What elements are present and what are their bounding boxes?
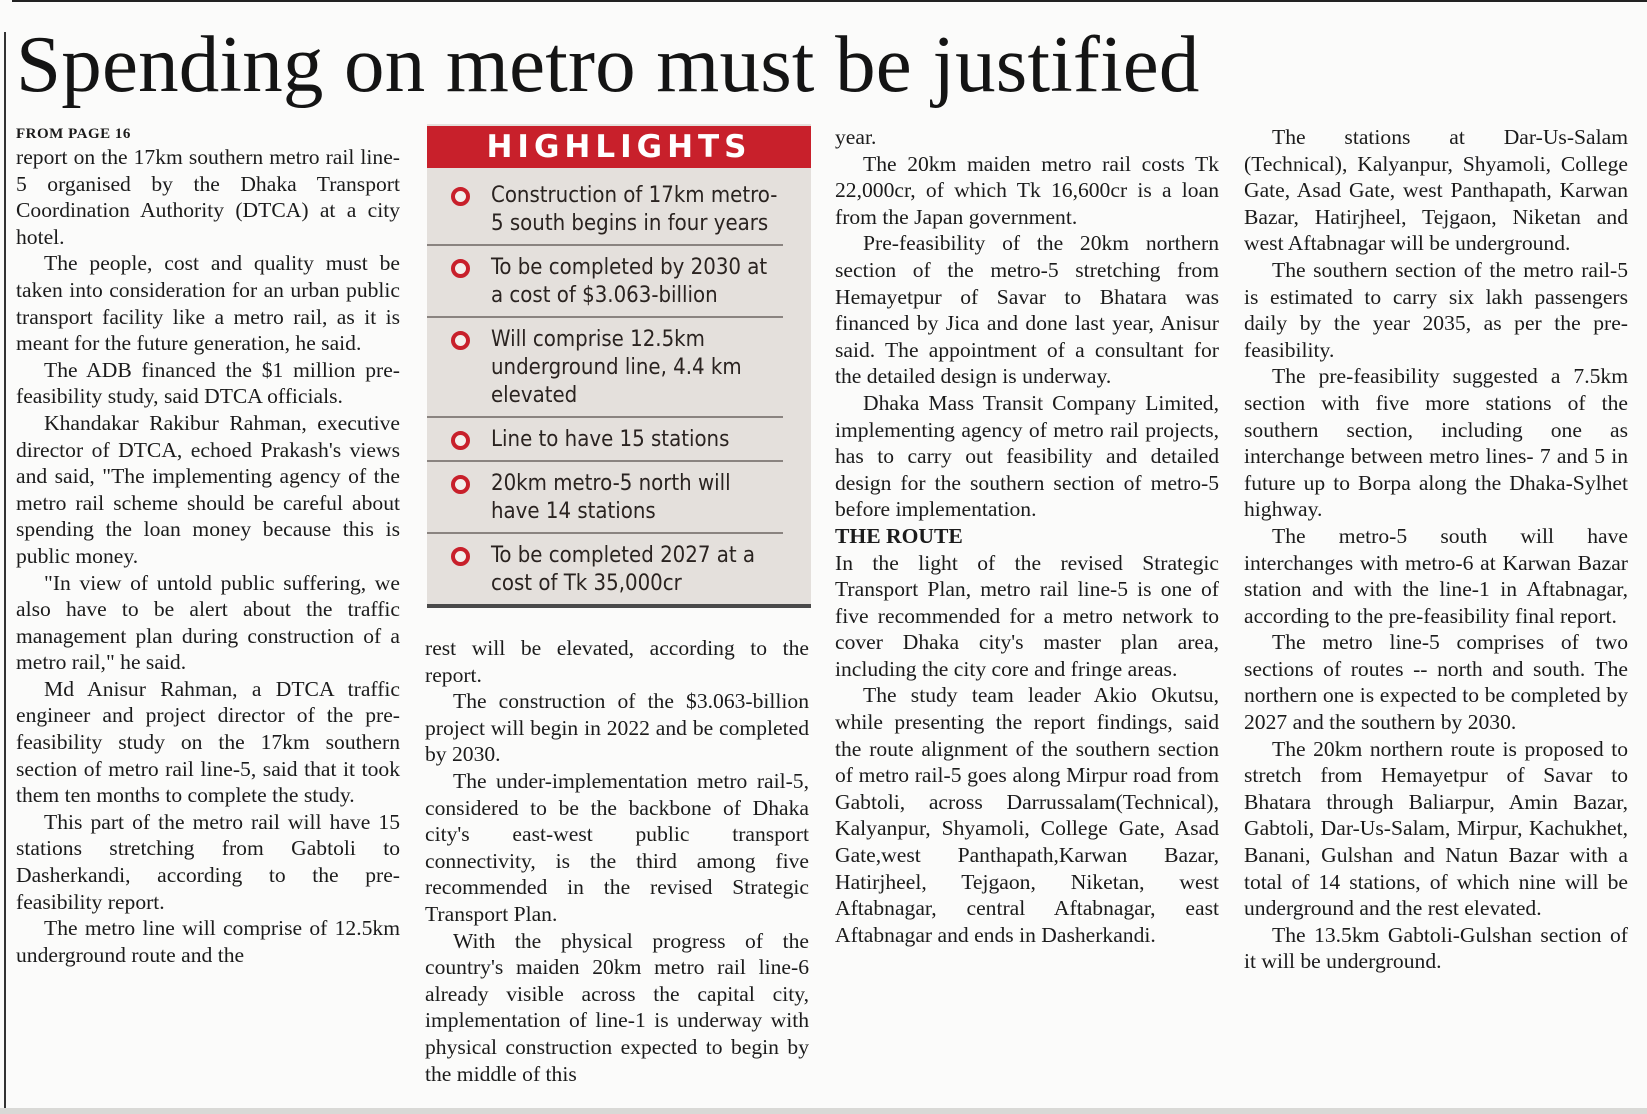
bullet-ring-icon xyxy=(451,187,470,206)
top-rule xyxy=(12,0,1647,2)
paragraph: "In view of untold public suffering, we also have to be alert about the traffic management plan during construction of a metro rail," he said. xyxy=(16,570,400,675)
highlight-text: To be completed 2027 at a cost of Tk 35,000cr xyxy=(491,543,756,596)
paragraph: Dhaka Mass Transit Company Limited, implementing agency of metro rail projects, has to carry out feasibility and detailed design for the southern section of metro-5 before implementation. xyxy=(835,390,1219,522)
highlight-item xyxy=(427,254,783,318)
paragraph: Md Anisur Rahman, a DTCA traffic engineer and project director of the pre-feasibility study on the 17km southern section of metro rail line-5, said that it took them ten months to complete the study. xyxy=(16,676,400,808)
paragraph: The 13.5km Gabtoli-Gulshan section of it will be underground. xyxy=(1244,922,1628,974)
highlights-list xyxy=(427,182,811,612)
highlight-item xyxy=(427,326,783,418)
bottom-rule xyxy=(0,1108,1647,1114)
bullet-ring-icon xyxy=(451,331,470,350)
paragraph: rest will be elevated, according to the report. xyxy=(425,636,809,687)
article-column-4 xyxy=(1244,124,1628,975)
paragraph: The metro-5 south will have interchanges with metro-6 at Karwan Bazar station and with the line-1 in Aftabnagar, according to the pre-feasibility final report. xyxy=(1244,523,1628,628)
paragraph: The 20km maiden metro rail costs Tk 22,000cr, of which Tk 16,600cr is a loan from the Japan government. xyxy=(835,151,1219,229)
highlight-text: Line to have 15 stations xyxy=(491,427,730,452)
highlight-item xyxy=(427,426,783,462)
highlight-text: 20km metro-5 north will have 14 stations xyxy=(491,471,731,524)
bullet-ring-icon xyxy=(451,475,470,494)
continued-from-kicker: FROM PAGE 16 xyxy=(16,126,131,142)
article-column-2 xyxy=(425,635,809,1087)
paragraph: Khandakar Rakibur Rahman, executive director of DTCA, echoed Prakash's views and said, "The implementing agency of the metro rail scheme should be careful about spending the loan money because this is public money. xyxy=(16,410,400,568)
section-subhead: THE ROUTE xyxy=(835,523,963,548)
highlight-item xyxy=(427,542,783,604)
paragraph: Pre-feasibility of the 20km northern section of the metro-5 stretching from Hemayetpur of Savar to Bhatara was financed by Jica and done last year, Anisur said. The appointment of a consultant for the detailed design is underway. xyxy=(835,231,1219,389)
left-rule xyxy=(4,32,6,1114)
paragraph: The metro line will comprise of 12.5km underground route and the xyxy=(16,916,400,967)
headline: Spending on metro must be justified xyxy=(16,19,1200,109)
article-column-3 xyxy=(835,124,1219,948)
highlight-item xyxy=(427,470,783,534)
paragraph: The study team leader Akio Okutsu, while presenting the report findings, said the route alignment of the southern section of metro rail-5 goes along Mirpur road from Gabtoli, across Darrussalam(Technical), Kalyanpur, Shyamoli, College Gate, Asad Gate,west Panthapath,Karwan Bazar, Hatirjheel, Tejgaon, Niketan, west Aftabnagar, central Aftabnagar, east Aftabnagar and ends in Dasherkandi. xyxy=(835,683,1219,947)
paragraph: The metro line-5 comprises of two sections of routes -- north and south. The northern one is expected to be completed by 2027 and the southern by 2030. xyxy=(1244,630,1628,735)
paragraph: With the physical progress of the country's maiden 20km metro rail line-6 already visible across the capital city, implementation of line-1 is underway with physical construction expected to begin by the middle of this xyxy=(425,928,809,1086)
paragraph: The pre-feasibility suggested a 7.5km section with five more stations of the southern section, including one as interchange between metro lines- 7 and 5 in future up to Borpa along the Dhaka-Sylhet highway. xyxy=(1244,364,1628,522)
bullet-ring-icon xyxy=(451,431,470,450)
paragraph: The under-implementation metro rail-5, considered to be the backbone of Dhaka city's east-west public transport connectivity, is the third among five recommended in the revised Strategic Transport Plan. xyxy=(425,768,809,926)
paragraph: year. xyxy=(835,125,877,149)
paragraph: In the light of the revised Strategic Transport Plan, metro rail line-5 is one of five recommended for a metro network to cover Dhaka city's master plan area, including the city core and fringe areas. xyxy=(835,550,1219,681)
paragraph: The people, cost and quality must be taken into consideration for an urban public transport facility like a metro rail, as it is meant for the future generation, he said. xyxy=(16,251,400,356)
highlight-text: Will comprise 12.5km underground line, 4.4 km elevated xyxy=(491,327,742,408)
paragraph: report on the 17km southern metro rail line-5 organised by the Dhaka Transport Coordination Authority (DTCA) at a city hotel. xyxy=(16,145,400,249)
bullet-ring-icon xyxy=(451,259,470,278)
highlight-text: To be completed by 2030 at a cost of $3.063-billion xyxy=(491,255,768,308)
paragraph: The construction of the $3.063-billion project will begin in 2022 and be completed by 2030. xyxy=(425,689,809,767)
paragraph: This part of the metro rail will have 15 stations stretching from Gabtoli to Dasherkandi, according to the pre-feasibility report. xyxy=(16,809,400,914)
paragraph: The 20km northern route is proposed to stretch from Hemayetpur of Savar to Bhatara through Baliarpur, Amin Bazar, Gabtoli, Dar-Us-Salam, Mirpur, Kachukhet, Banani, Gulshan and Natun Bazar with a total of 14 stations, of which nine will be underground and the rest elevated. xyxy=(1244,736,1628,921)
highlights-title: HIGHLIGHTS xyxy=(427,126,811,168)
highlight-text: Construction of 17km metro-5 south begins in four years xyxy=(491,183,778,236)
highlight-item xyxy=(427,182,783,246)
paragraph: The ADB financed the $1 million pre-feasibility study, said DTCA officials. xyxy=(16,357,400,409)
paragraph: The southern section of the metro rail-5 is estimated to carry six lakh passengers daily by the year 2035, as per the pre-feasibility. xyxy=(1244,257,1628,362)
bullet-ring-icon xyxy=(451,547,470,566)
article-column-1 xyxy=(16,124,400,968)
paragraph: The stations at Dar-Us-Salam (Technical), Kalyanpur, Shyamoli, College Gate, Asad Gate, west Panthapath, Karwan Bazar, Hatirjheel, Tejgaon, Niketan and west Aftabnagar will be underground. xyxy=(1244,125,1628,256)
highlights-box xyxy=(427,124,811,608)
